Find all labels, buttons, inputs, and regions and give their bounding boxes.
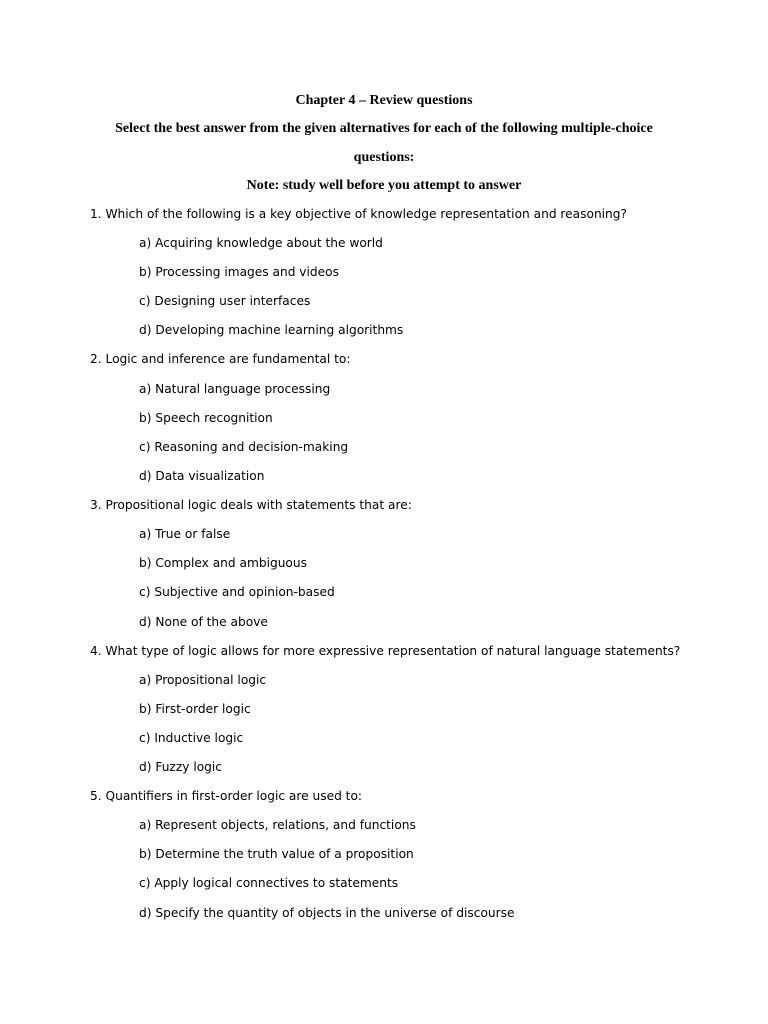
question-3-option-b: b) Complex and ambiguous (139, 556, 307, 570)
study-note: Note: study well before you attempt to answer (246, 178, 522, 193)
question-4-option-b: b) First-order logic (139, 702, 251, 716)
question-2-option-a: a) Natural language processing (139, 382, 331, 396)
question-1-option-a: a) Acquiring knowledge about the world (139, 236, 383, 250)
instruction-line-1: Select the best answer from the given alternatives for each of the following multiple-choice (115, 121, 653, 136)
question-3-option-a: a) True or false (139, 527, 231, 541)
question-2: 2. Logic and inference are fundamental to: (90, 352, 351, 366)
question-5-option-d: d) Specify the quantity of objects in the universe of discourse (139, 906, 515, 920)
question-2-option-b: b) Speech recognition (139, 411, 273, 425)
question-4-option-a: a) Propositional logic (139, 673, 267, 687)
question-5-option-b: b) Determine the truth value of a proposition (139, 847, 414, 861)
question-2-option-c: c) Reasoning and decision-making (139, 440, 349, 454)
question-4-option-d: d) Fuzzy logic (139, 760, 222, 774)
question-1-option-d: d) Developing machine learning algorithms (139, 323, 404, 337)
question-5-option-c: c) Apply logical connectives to statements (139, 876, 399, 890)
question-3-option-d: d) None of the above (139, 615, 268, 629)
question-4-option-c: c) Inductive logic (139, 731, 244, 745)
question-5: 5. Quantifiers in first-order logic are used to: (90, 789, 363, 803)
question-4: 4. What type of logic allows for more expressive representation of natural language statements? (90, 644, 681, 658)
question-3: 3. Propositional logic deals with statements that are: (90, 498, 412, 512)
question-5-option-a: a) Represent objects, relations, and functions (139, 818, 416, 832)
question-1: 1. Which of the following is a key objective of knowledge representation and reasoning? (90, 207, 627, 221)
question-3-option-c: c) Subjective and opinion-based (139, 585, 335, 599)
chapter-title: Chapter 4 – Review questions (295, 93, 473, 108)
instruction-line-2: questions: (353, 150, 415, 165)
question-1-option-b: b) Processing images and videos (139, 265, 339, 279)
question-2-option-d: d) Data visualization (139, 469, 265, 483)
question-1-option-c: c) Designing user interfaces (139, 294, 311, 308)
